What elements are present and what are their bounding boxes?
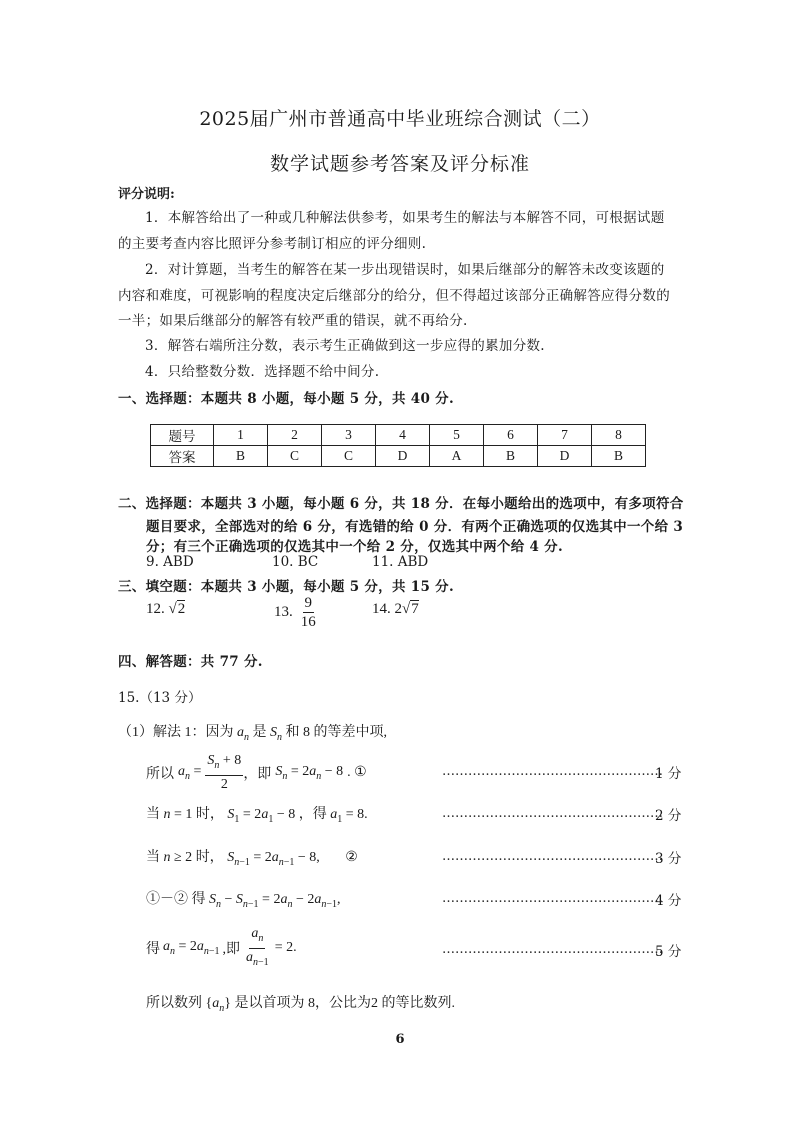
score-4: 4 分 [655,893,682,909]
answer-9: 9. ABD [146,554,194,570]
step1-fraction: $\frac{S_n + 8}{2}$ [207,753,242,792]
section1-heading: 一、选择题：本题共 8 小题，每小题 5 分，共 40 分. [118,391,454,407]
conclusion-a: 所以数列 [146,996,202,1011]
q15-step-1: 所以 $a_n$ = $\frac{S_n + 8}{2}$ ，即 $S_n = 2a_n - 8$ . ① [146,753,367,792]
note-line: 一半；如果后继部分的解答有较严重的错误，就不再给分. [118,313,468,329]
step2-prefix: 当 [146,807,160,822]
table-cell: D [538,446,592,467]
table-row [151,425,646,446]
step5-fraction: $\frac{a_n}{a_{n-1}}$ [246,926,269,968]
table-cell: 2 [268,425,322,446]
answer-11: 11. ABD [372,554,429,570]
table-cell: D [376,446,430,467]
note-line: 1．本解答给出了一种或几种解法供参考，如果考生的解法与本解答不同，可根据试题 [145,210,665,226]
table-cell: 7 [538,425,592,446]
q15-method-intro: （1）解法 1：因为 $a_n$ 是 $S_n$ 和 8 的等差中项, [118,725,387,743]
dot-leader: …………………………………………… [442,891,663,906]
step1-mid: ，即 [243,766,272,782]
q13-label: 13. [274,604,293,620]
table-cell: B [214,446,268,467]
score-2: 2 分 [655,808,682,824]
answer-12: 12. √2 [146,601,186,617]
dot-leader: …………………………………………… [442,942,663,957]
page-number: 6 [395,1032,405,1047]
table-cell: C [268,446,322,467]
q15-step-3: 当 n ≥ 2 时， $S_{n-1} = 2a_{n-1} - 8$, ② [146,850,358,868]
step2-tail: ，得 [298,807,327,822]
q14-coef: 2 [394,601,402,617]
step4-prefix: ①－② 得 [146,892,206,907]
q14-radicand: 7 [411,601,419,617]
note-line: 的主要考查内容比照评分参考制订相应的评分细则. [118,236,427,252]
table-cell: 4 [376,425,430,446]
answer-table [150,424,646,467]
table-cell: 5 [430,425,484,446]
table-cell: 8 [592,425,646,446]
table-cell: 1 [214,425,268,446]
notes-heading: 评分说明: [118,187,175,202]
answer-14: 14. 2√7 [372,601,419,617]
table-cell-header: 题号 [151,425,214,446]
score-1: 1 分 [655,766,682,782]
dot-leader: …………………………………………… [442,806,663,821]
q12-label: 12. [146,601,165,617]
conclusion-b: 是以首项为 [234,996,305,1011]
step5-prefix: 得 [146,942,160,958]
dot-leader: …………………………………………… [442,764,663,779]
step1-tail: . ① [347,765,367,781]
answer-10: 10. BC [272,554,319,570]
table-cell-header: 答案 [151,446,214,467]
q15-label: 15.（13 分） [118,690,202,706]
q14-label: 14. [372,601,391,617]
exam-title: 2025届广州市普通高中毕业班综合测试（二） [199,108,601,130]
table-cell: B [592,446,646,467]
table-cell: B [484,446,538,467]
note-line: 3．解答右端所注分数，表示考生正确做到这一步应得的累加分数. [145,338,545,354]
table-row [151,446,646,467]
q15-step-2: 当 n = 1 时， $S_1 = 2a_1 - 8$ ，得 $a_1 = 8$. [146,807,368,825]
conclusion-c: ，公比为 [314,996,371,1011]
method-end-text: 和 8 的等差中项, [285,725,387,740]
section2-heading-line: 题目要求，全部选对的给 6 分，有选错的给 0 分．有两个正确选项的仅选其中一个给 3 [146,519,684,535]
step2-mid: 时， [195,807,224,822]
table-cell: A [430,446,484,467]
table-cell: 6 [484,425,538,446]
step5-mid: ,即 [222,942,241,958]
q12-radicand: 2 [177,601,186,617]
section2-heading-line: 二、选择题：本题共 3 小题，每小题 6 分，共 18 分．在每小题给出的选项中，有多项符合 [118,496,684,512]
q15-step-5: 得 $a_n = 2a_{n-1}$ ,即 $\frac{a_n}{a_{n-1}}$ = 2. [146,925,297,972]
table-cell: 3 [322,425,376,446]
method-intro-text: （1）解法 1：因为 [118,725,234,740]
q13-numerator: 9 [304,595,312,611]
score-5: 5 分 [655,944,682,960]
step3-tail: ② [345,850,358,865]
score-3: 3 分 [655,851,682,867]
section3-heading: 三、填空题：本题共 3 小题，每小题 5 分，共 15 分. [118,579,454,595]
step1-prefix: 所以 [146,766,174,782]
step3-prefix: 当 [146,850,160,865]
section2-heading-line: 分；有三个正确选项的仅选其中一个给 2 分，仅选其中两个给 4 分. [146,539,563,555]
exam-subtitle: 数学试题参考答案及评分标准 [269,153,530,175]
q13-fraction [299,594,318,631]
note-line: 内容和难度，可视影响的程度决定后继部分的给分，但不得超过该部分正确解答应得分数的 [118,288,670,304]
q15-conclusion: 所以数列 $\{a_n\}$ 是以首项为 8，公比为2 的等比数列. [146,996,455,1014]
method-mid-text: 是 [252,725,267,740]
dot-leader: …………………………………………… [442,849,663,864]
section4-heading: 四、解答题：共 77 分. [118,654,263,670]
note-line: 4．只给整数分数．选择题不给中间分. [145,364,380,380]
note-line: 2．对计算题，当考生的解答在某一步出现错误时，如果后继部分的解答未改变该题的 [145,262,665,278]
table-cell: C [322,446,376,467]
answer-13 [274,594,318,631]
step3-mid: 时， [195,850,224,865]
q15-step-4: ①－② 得 $S_n - S_{n-1} = 2a_n - 2a_{n-1}$, [146,892,341,910]
q13-denominator: 16 [300,614,316,630]
conclusion-d: 的等比数列. [381,996,455,1011]
